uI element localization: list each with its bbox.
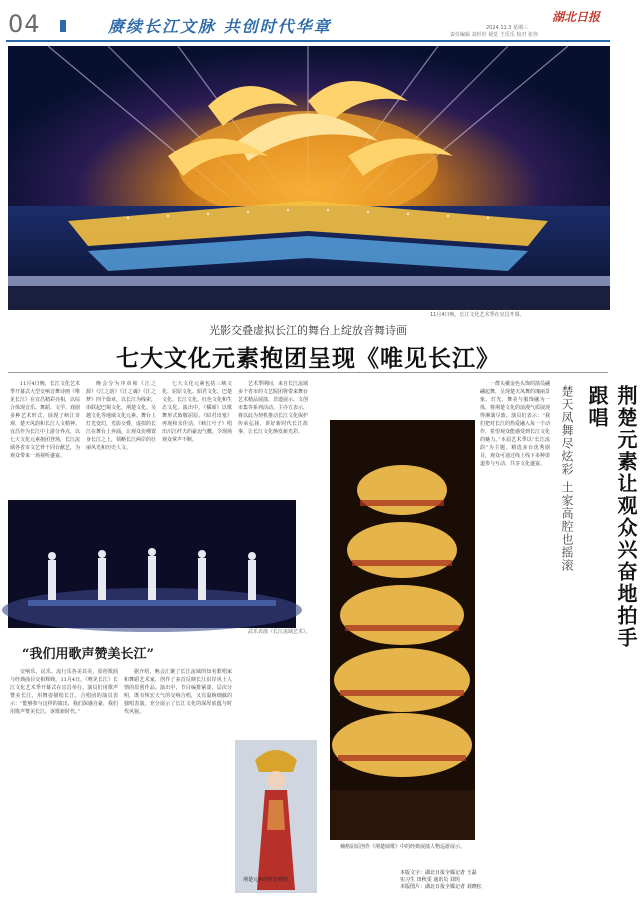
- section-quote-heading: “我们用歌声赞美长江”: [22, 647, 154, 662]
- performance-caption: 武乐表演《长江流域艺术》。: [248, 629, 311, 635]
- headline-rule: [8, 372, 608, 373]
- credit-line-1: 本版文字：湖北日报全媒记者 王磊: [400, 870, 477, 876]
- article-column-2: 晚会分为序章和《江之源》《江之韵》《江之魂》《江之梦》四个篇章，以长江为线索，串联起巴蜀文化、荆楚文化、吴越文化等地域文化元素。舞台上灯光变幻，光影交叠，虚拟的长江在舞台上奔涌，让观众仿佛置身长江之上，领略长江两岸的壮丽风光和历史人文。: [86, 381, 157, 451]
- page-number: 04: [8, 10, 41, 38]
- page-header: [0, 0, 616, 46]
- hero-caption: 11月4日晚，长江文化艺术季在宜昌开幕。: [430, 312, 525, 318]
- vertical-subhead: 楚天凤舞尽炫彩 土家高腔也摇滚: [560, 385, 574, 572]
- feature-caption: 楠格屈原创作《荆楚颂歌》中的经典展演人物巡游展示。: [340, 844, 466, 850]
- credit-line-3: 本版图片：湖北日报全媒记者 刘晓松: [400, 884, 482, 890]
- section-slogan: 赓续长江文脉 共创时代华章: [108, 17, 332, 36]
- performance-photo: [8, 500, 296, 628]
- issue-date: 2024.11.3 星期三: [486, 25, 529, 31]
- vertical-title: [555, 385, 638, 665]
- performance-illustration: [8, 500, 296, 628]
- credit-line-2: 实习生 田秋雯 通讯员 刘玥: [400, 877, 460, 883]
- editor-credits: 责任编辑 刘杉杉 视觉 王乐乐 校对 张伟: [450, 32, 538, 38]
- article-column-3: 七大文化元素包括三峡文化、屈原文化、昭君文化、巴楚文化、长江文化、红色文化和生态文化。演出中，《橘颂》以歌舞形式致敬屈原，《昭君出塞》再现和亲佳话，《峡江号子》唱出川江纤夫的豪迈气概，令现场观众掌声不断。: [162, 381, 233, 443]
- lower-column-1: 交响乐、民乐、流行乐各美其美，原创歌曲与经典曲目交相辉映。11月4日，《唯见长江》长江文化艺术季开幕式在宜昌举行。演员们用歌声赞美长江，用舞姿描绘长江，合唱团的演员表示：“能够参与这样的演出，我们深感自豪，我们用歌声赞美长江，讴歌新时代。”: [10, 669, 118, 715]
- dancers-illustration: [330, 420, 475, 840]
- vertical-headline: 荆楚元素让观众兴奋地拍手跟唱: [585, 385, 638, 649]
- page-credits: [400, 870, 482, 891]
- article-column-1: 11月4日晚，长江文化艺术季开幕式大型交响音舞诗画《唯见长江》在宜昌精彩亮相，以综合体现音乐、舞蹈、文学、戏剧多种艺术形式，展现了峡江奇观、楚天风韵和长江人文精神。宜昌作为长江中上游分界点，以七大文化元素抱团登场，长江流域各省市文艺骨干同台献艺，为观众带来一场视听盛宴。: [10, 381, 81, 459]
- model-illustration: [235, 740, 317, 893]
- lower-column-2: 据介绍，晚会汇聚了长江流域的知名歌唱家和舞蹈艺术家，创作了多首反映长江沿岸风土人情的原创作品。演出中，节目编排紧凑，层次分明，既有恢宏大气的交响合唱，又有温婉细腻的独唱表演，充分展示了长江文化的深厚底蕴与时代风貌。: [124, 669, 232, 715]
- header-rule: [6, 40, 610, 42]
- stage-illustration: [8, 46, 610, 310]
- model-photo: [235, 740, 317, 893]
- article-headline: 七大文化元素抱团呈现《唯见长江》: [116, 345, 500, 372]
- newspaper-logo: 湖北日报: [552, 10, 601, 24]
- feature-body: 一群头戴金色头饰的演员翩翩起舞，呈现楚天凤舞的瑰丽景象。灯光、舞美与服饰融为一体，将荆楚文化的浪漫气质展现得淋漓尽致。演员们表示：“我们把对长江的热爱融入每一个动作，希望观众能感受到长江文化的魅力。”本届艺术季以“长江流韵”为主题，精选多台优秀剧目，观众可通过线上线下多种渠道参与互动，共享文化盛宴。: [480, 381, 551, 467]
- article-subhead: 光影交叠虚拟长江的舞台上绽放音舞诗画: [209, 324, 407, 337]
- article-column-4: 艺术季期间，来自长江流域多个省市的文艺院团将带来舞台艺术精品展演、非遗展示、文创市集等系列活动。主办方表示，将以此为契机推动长江文化保护传承弘扬，讲好新时代长江故事，让长江文化焕发新光彩。: [238, 381, 309, 435]
- model-caption: 荆楚元素的时装模特。: [243, 877, 294, 883]
- header-accent-bar: [60, 20, 66, 32]
- hero-stage-photo: [8, 46, 610, 310]
- feature-photo: [330, 420, 475, 840]
